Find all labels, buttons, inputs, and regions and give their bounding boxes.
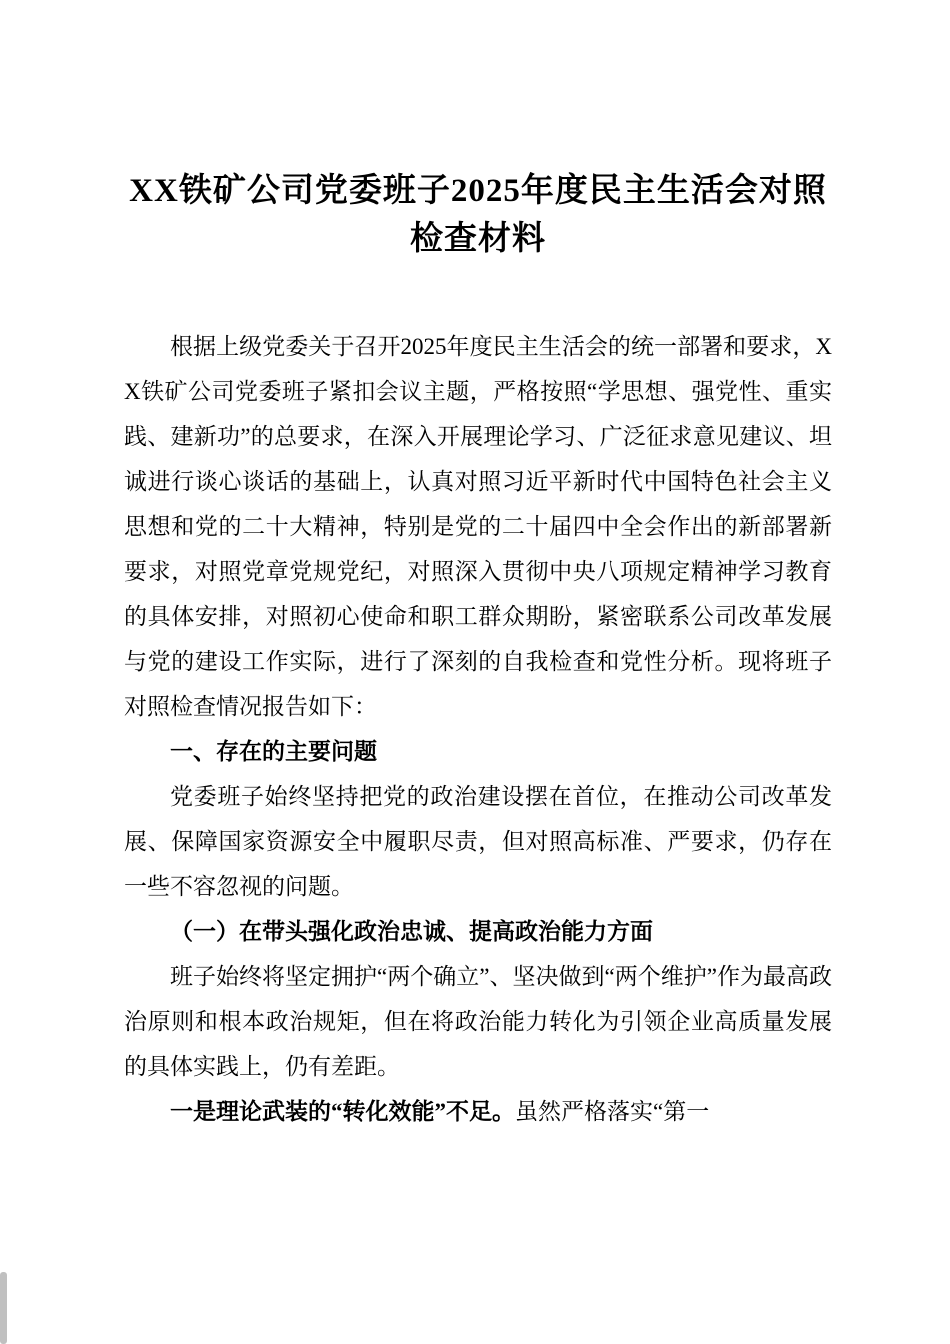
point-1-paragraph xyxy=(124,1089,832,1134)
section-1-heading: 一、存在的主要问题 xyxy=(170,737,377,764)
section-1-lead-paragraph: 党委班子始终坚持把党的政治建设摆在首位，在推动公司改革发展、保障国家资源安全中履职尽责，但对照高标准、严要求，仍存在一些不容忽视的问题。 xyxy=(124,783,832,899)
point-1-bold-lead: 一是理论武装的“转化效能”不足。 xyxy=(170,1098,515,1124)
subsection-1-1-paragraph: 班子始终将坚定拥护“两个确立”、坚决做到“两个维护”作为最高政治原则和根本政治规矩，但在将政治能力转化为引领企业高质量发展的具体实践上，仍有差距。 xyxy=(124,963,832,1079)
subsection-1-1-heading: （一）在带头强化政治忠诚、提高政治能力方面 xyxy=(170,917,653,944)
document-title: XX铁矿公司党委班子2025年度民主生活会对照检查材料 xyxy=(129,173,827,257)
intro-paragraph: 根据上级党委关于召开2025年度民主生活会的统一部署和要求，XX铁矿公司党委班子紧扣会议主题，严格按照“学思想、强党性、重实践、建新功”的总要求，在深入开展理论学习、广泛征求意见建议、坦诚进行谈心谈话的基础上，认真对照习近平新时代中国特色社会主义思想和党的二十大精神，特别是党的二十届四中全会作出的新部署新要求，对照党章党规党纪，对照深入贯彻中央八项规定精神学习教育的具体安排，对照初心使命和职工群众期盼，紧密联系公司改革发展与党的建设工作实际，进行了深刻的自我检查和党性分析。现将班子对照检查情况报告如下： xyxy=(124,333,832,719)
point-1-text: 虽然严格落实“第一 xyxy=(515,1098,710,1124)
scrollbar-thumb[interactable] xyxy=(0,1272,7,1344)
